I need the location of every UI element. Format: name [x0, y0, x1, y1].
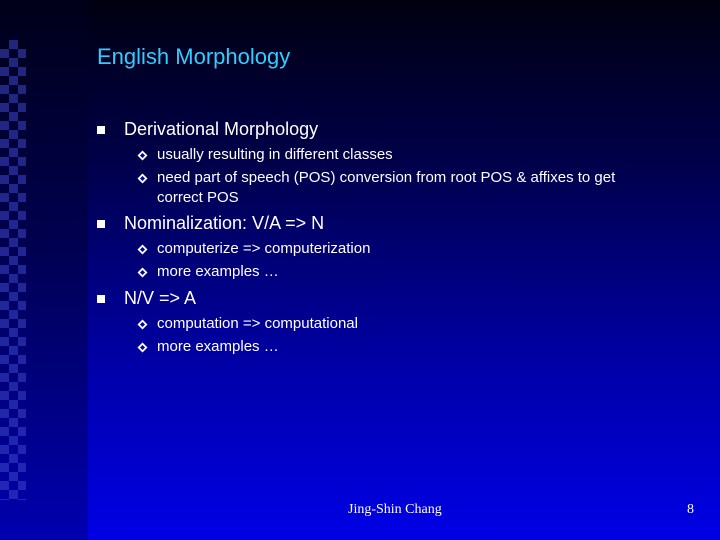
- bullet-2-text: Nominalization: V/A => N: [124, 213, 325, 233]
- bullet-3-sub-2: more examples …: [157, 338, 279, 355]
- bullet-2-sub-2: more examples …: [157, 263, 279, 280]
- bullet-1-text: Derivational Morphology: [124, 119, 319, 139]
- bullet-1-sub-2-line-2: correct POS: [157, 189, 239, 206]
- square-bullet-icon: [97, 295, 105, 303]
- bullet-3-sub-1: computation => computational: [157, 315, 358, 332]
- diamond-bullet-icon: [137, 342, 148, 353]
- square-bullet-icon: [97, 126, 105, 134]
- diamond-bullet-icon: [137, 244, 148, 255]
- bullet-1-sub-2-line-1: need part of speech (POS) conversion from root POS & affixes to get: [157, 169, 616, 186]
- slide-title: English Morphology: [97, 44, 291, 69]
- bullet-1-sub-1: usually resulting in different classes: [157, 146, 393, 163]
- square-bullet-icon: [97, 220, 105, 228]
- bullet-3-text: N/V => A: [124, 288, 197, 308]
- diamond-bullet-icon: [137, 173, 148, 184]
- diamond-bullet-icon: [137, 319, 148, 330]
- bullet-2-sub-1: computerize => computerization: [157, 240, 371, 257]
- footer-author: Jing-Shin Chang: [348, 502, 442, 517]
- diamond-bullet-icon: [137, 150, 148, 161]
- diamond-bullet-icon: [137, 267, 148, 278]
- page-number: 8: [687, 502, 694, 517]
- checker-pattern: [0, 40, 26, 500]
